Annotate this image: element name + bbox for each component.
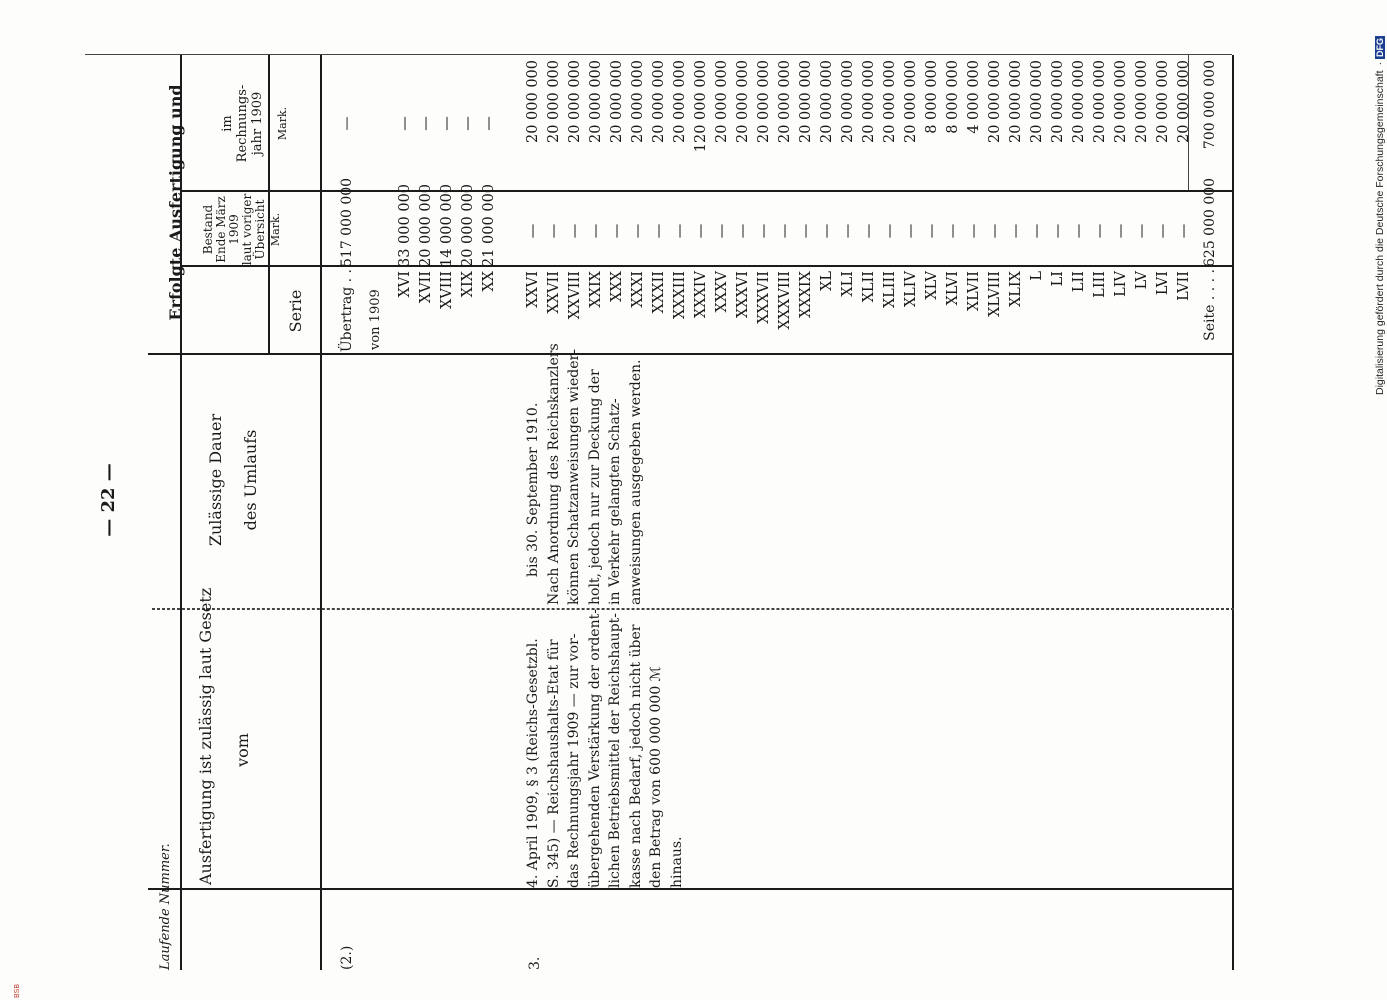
bestand-cell: — [903,223,919,239]
bestand-cell: — [987,223,1003,239]
jahr-cell: 120 000 000 [693,60,709,153]
row-2-jahr-list [395,55,500,192]
bestand-cell: 21 000 000 [481,183,497,267]
row-2-number: (2.) [339,945,355,970]
header-rechnungsjahr: im Rechnungs- jahr 1909 Mark. [220,84,289,163]
bestand-cell: — [672,223,688,239]
jahr-cell: 20 000 000 [756,60,772,144]
bestand-cell: — [798,223,814,239]
uebertrag-bestand: 517 000 000 [339,177,355,267]
bestand-cell: — [1113,223,1129,239]
serie-cell: XVIII [439,271,455,309]
serie-cell: XXXI [630,271,646,308]
jahr-cell: — [481,116,497,131]
serie-cell: XXVI [525,271,541,308]
serie-cell: XLVII [966,271,982,312]
header-serie: Serie [286,289,305,333]
serie-cell: L [1029,271,1045,281]
bestand-cell: — [777,223,793,239]
serie-cell: XIX [460,271,476,298]
serie-cell: XXX [609,271,625,302]
header-bottom-rule [320,55,322,970]
serie-cell: XLI [840,271,856,297]
bestand-cell: — [567,223,583,239]
bestand-cell: — [714,223,730,239]
jahr-cell: 20 000 000 [1092,60,1108,144]
bestand-cell: — [1134,223,1150,239]
bestand-cell: — [882,223,898,239]
bestand-cell: — [1092,223,1108,239]
jahr-cell: 20 000 000 [609,60,625,144]
bestand-cell: — [735,223,751,239]
row-2-series-list [395,267,500,355]
bestand-cell: — [924,223,940,239]
serie-cell: XX [481,271,497,292]
serie-cell: XLII [861,271,877,303]
jahr-cell: 20 000 000 [1050,60,1066,144]
jahr-cell: 20 000 000 [1029,60,1045,144]
serie-cell: XXXIX [798,271,814,319]
jahr-cell: 20 000 000 [651,60,667,144]
bestand-cell: — [546,223,562,239]
row-3-bestand-list [523,195,1195,267]
uebertrag-label: Übertrag . . [339,269,355,353]
serie-cell: XXXIII [672,271,688,320]
serie-cell: XLVI [945,271,961,306]
jahr-cell: 20 000 000 [819,60,835,144]
jahr-cell: 20 000 000 [777,60,793,144]
row-3-number: 3. [527,956,543,970]
bestand-cell: — [588,223,604,239]
serie-cell: XXXVII [756,271,772,324]
bestand-cell: — [693,223,709,239]
bestand-cell: — [1029,223,1045,239]
header-laufende-nummer: Laufende Nummer. [158,843,173,970]
uebertrag-jahr: — [339,116,355,131]
totals-jahr: 700 000 000 [1202,60,1218,150]
bestand-cell: — [651,223,667,239]
header-ausfertigung-vom: vom [233,733,252,767]
bestand-cell: 14 000 000 [439,183,455,267]
jahr-cell: 20 000 000 [525,60,541,144]
jahr-cell: 20 000 000 [588,60,604,144]
jahr-cell: 20 000 000 [1176,60,1192,144]
jahr-cell: 20 000 000 [546,60,562,144]
jahr-cell: — [397,116,413,131]
bestand-cell: — [819,223,835,239]
jahr-cell: 20 000 000 [1008,60,1024,144]
row-2-bestand-list [395,183,500,267]
jahr-cell: 20 000 000 [903,60,919,144]
jahr-cell: 20 000 000 [630,60,646,144]
row-3-dauer-text: bis 30. September 1910. Nach Anordnung des Reichskanzlers können Schatzanweisungen wieder- holt, jedoch nur zur Deckung der in Verkehr gelangten Schatz- anweisungen ausgegeben werden. [525,343,644,605]
jahr-cell: 20 000 000 [567,60,583,144]
serie-cell: XXXVI [735,271,751,319]
serie-cell: XLVIII [987,271,1003,317]
dfg-logo: DFG [1375,37,1385,57]
jahr-cell: 8 000 000 [945,60,961,134]
bestand-cell: — [1176,223,1192,239]
serie-cell: LVI [1155,271,1171,296]
row-3-gesetz-text: 4. April 1909, § 3 (Reichs-Gesetzbl. S. 345) — Reichshaushalts-Etat für das Rechnungsjahr 1909 — zur vor- übergehenden Verstärkung der ordent- lichen Betriebsmittel der Reichshaupt- kasse nach Bedarf, jedoch nicht über den Betrag von 600 000 000 ℳ hinaus. [525,609,685,888]
jahr-cell: — [460,116,476,131]
col-divider-2 [152,608,1234,610]
library-mark: BSB [14,983,21,998]
serie-cell: XXXV [714,271,730,313]
serie-cell: LII [1071,271,1087,293]
serie-cell: XLIX [1008,271,1024,308]
serie-cell: XLV [924,271,940,300]
bestand-cell: 20 000 000 [460,183,476,267]
von-1909-label: von 1909 [368,289,383,350]
serie-cell: LV [1134,271,1150,290]
jahr-cell: 20 000 000 [1155,60,1171,144]
jahr-cell: 20 000 000 [987,60,1003,144]
jahr-cell: 20 000 000 [798,60,814,144]
row-3-series-list [523,267,1195,355]
jahr-cell: 20 000 000 [735,60,751,144]
serie-cell: XL [819,271,835,291]
serie-cell: LVII [1176,271,1192,301]
header-dauer: Zulässige Dauer [206,413,225,547]
jahr-cell: — [439,116,455,131]
bestand-cell: 33 000 000 [397,183,413,267]
serie-cell: XVII [418,271,434,304]
jahr-cell: — [418,116,434,131]
header-erfolgte: Erfolgte Ausfertigung und [166,84,185,321]
bestand-cell: — [1008,223,1024,239]
jahr-cell: 8 000 000 [924,60,940,134]
serie-cell: LIII [1092,271,1108,298]
bestand-cell: — [840,223,856,239]
row-3-jahr-list [523,60,1195,192]
bestand-cell: — [756,223,772,239]
bestand-cell: — [1155,223,1171,239]
bestand-cell: — [609,223,625,239]
serie-cell: XXXII [651,271,667,314]
totals-bestand: 625 000 000 [1202,177,1218,267]
serie-cell: LIV [1113,271,1129,297]
serie-cell: XXVIII [567,271,583,320]
credit-line: Digitalisierung gefördert durch die Deutsche Forschungsgemeinschaft [1374,70,1386,395]
jahr-cell: 20 000 000 [1134,60,1150,144]
jahr-cell: 20 000 000 [861,60,877,144]
table-bottom-rule [1232,55,1234,970]
jahr-cell: 20 000 000 [882,60,898,144]
col-divider-1 [148,888,1232,890]
header-ausfertigung: Ausfertigung ist zulässig laut Gesetz [196,587,215,885]
header-umlauf: des Umlaufs [241,429,260,531]
jahr-cell: 20 000 000 [714,60,730,144]
header-bestand: Bestand Ende März 1909 laut voriger Übersicht Mark. [201,193,282,266]
serie-cell: XXXIV [693,271,709,319]
totals-label: Seite . . . . [1202,269,1218,341]
page-number: — 22 — [98,463,119,537]
serie-cell: LI [1050,271,1066,287]
bestand-cell: — [945,223,961,239]
serie-cell: XVI [397,271,413,298]
jahr-cell: 4 000 000 [966,60,982,134]
serie-cell: XXIX [588,271,604,308]
bestand-cell: — [1050,223,1066,239]
bestand-cell: — [630,223,646,239]
serie-cell: XXXVIII [777,271,793,330]
bestand-cell: 20 000 000 [418,183,434,267]
jahr-cell: 20 000 000 [1113,60,1129,144]
jahr-cell: 20 000 000 [672,60,688,144]
jahr-cell: 20 000 000 [1071,60,1087,144]
serie-cell: XXVII [546,271,562,314]
jahr-cell: 20 000 000 [840,60,856,144]
bestand-cell: — [966,223,982,239]
bestand-cell: — [861,223,877,239]
bestand-cell: — [525,223,541,239]
serie-cell: XLIII [882,271,898,309]
bestand-cell: — [1071,223,1087,239]
serie-cell: XLIV [903,271,919,308]
